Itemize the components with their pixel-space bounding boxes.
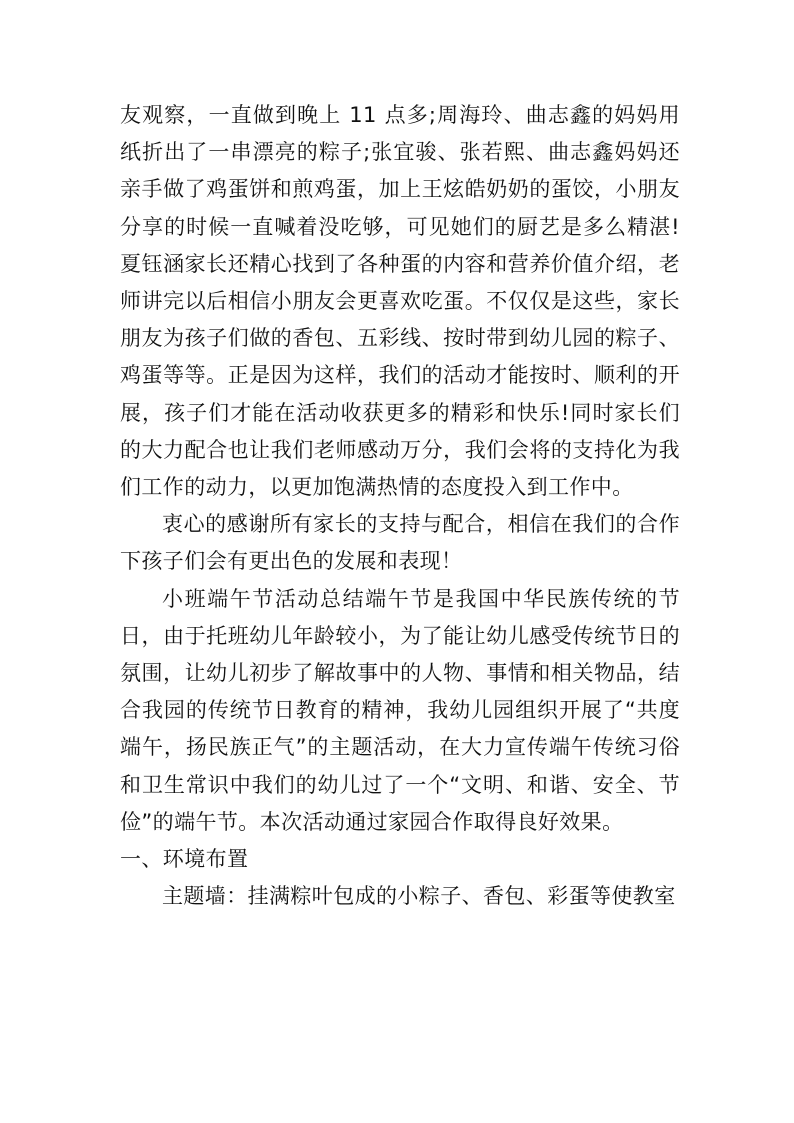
paragraph-theme-wall: 主题墙：挂满粽叶包成的小粽子、香包、彩蛋等使教室 <box>162 884 676 909</box>
paragraph-summary-intro: 小班端午节活动总结端午节是我国中华民族传统的节日，由于托班幼儿年龄较小，为了能让幼儿感受传统节日的氛围，让幼儿初步了解故事中的人物、事情和相关物品，结合我园的传统节日教育的精神，我幼儿园组织开展了“共度端午，扬民族正气”的主题活动，在大力宣传端午传统习俗和卫生常识中我们的幼儿过了一个“文明、和谐、安全、节俭”的端午节。本次活动通过家园合作取得良好效果。 <box>120 586 680 834</box>
paragraph-thanks: 衷心的感谢所有家长的支持与配合，相信在我们的合作下孩子们会有更出色的发展和表现！ <box>120 512 680 574</box>
document-body <box>120 97 680 915</box>
section-heading-environment: 一、环境布置 <box>120 847 249 872</box>
paragraph-parent-thanks-details: 友观察，一直做到晚上 11 点多;周海玲、曲志鑫的妈妈用纸折出了一串漂亮的粽子;张宜骏、张若熙、曲志鑫妈妈还亲手做了鸡蛋饼和煎鸡蛋，加上王炫皓奶奶的蛋饺，小朋友分享的时候一直喊着没吃够，可见她们的厨艺是多么精湛!夏钰涵家长还精心找到了各种蛋的内容和营养价值介绍，老师讲完以后相信小朋友会更喜欢吃蛋。不仅仅是这些，家长朋友为孩子们做的香包、五彩线、按时带到幼儿园的粽子、鸡蛋等等。正是因为这样，我们的活动才能按时、顺利的开展，孩子们才能在活动收获更多的精彩和快乐!同时家长们的大力配合也让我们老师感动万分，我们会将的支持化为我们工作的动力，以更加饱满热情的态度投入到工作中。 <box>120 103 680 500</box>
